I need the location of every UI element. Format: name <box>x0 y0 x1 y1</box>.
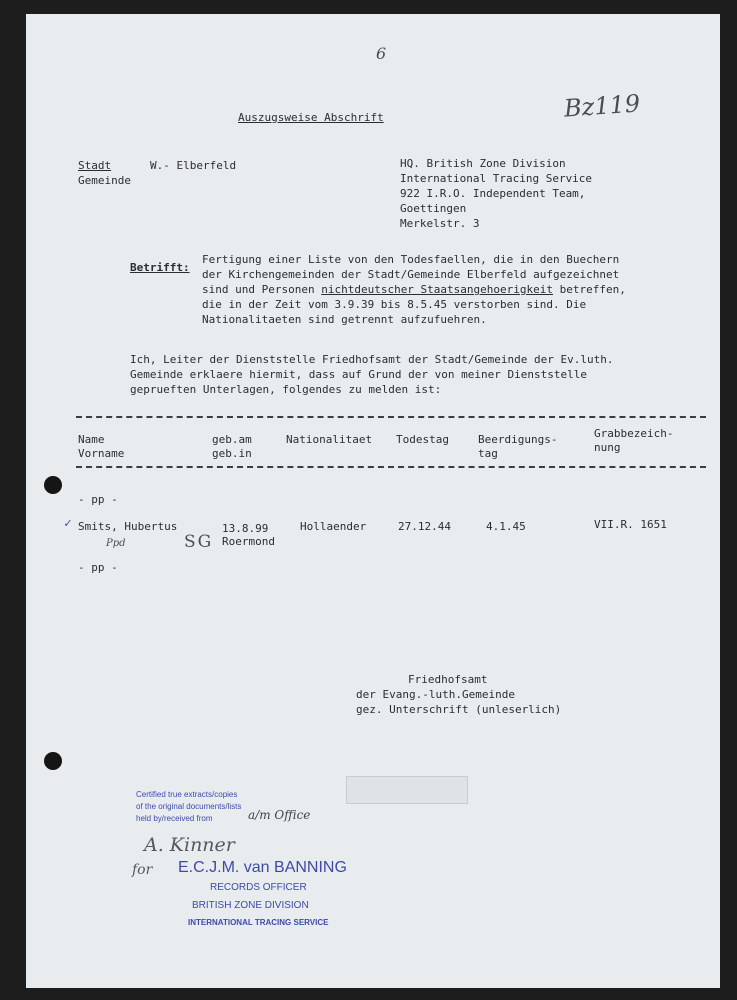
certification-for: for <box>132 862 153 878</box>
record-name: Smits, Hubertus <box>78 520 178 533</box>
address-line: Merkelstr. 3 <box>400 217 480 230</box>
gemeinde-label: Gemeinde <box>78 174 131 187</box>
stamp-name: E.C.J.M. van BANNING <box>178 859 347 876</box>
pp-marker: - pp - <box>78 561 118 574</box>
address-line: HQ. British Zone Division <box>400 157 566 170</box>
punch-hole <box>44 752 62 770</box>
betrifft-emphasis: nichtdeutscher Staatsangehoerigkeit <box>321 283 554 296</box>
declaration-line: Gemeinde erklaere hiermit, dass auf Grund der von meiner Dienststelle <box>130 368 587 381</box>
record-born-place: Roermond <box>222 535 275 548</box>
header-grave: Grabbezeich- <box>594 427 674 440</box>
header-grave-2: nung <box>594 441 621 454</box>
record-check: ✓ <box>64 516 72 531</box>
header-burial-date-2: tag <box>478 447 498 460</box>
header-geb-in: geb.in <box>212 447 252 460</box>
address-line: International Tracing Service <box>400 172 593 185</box>
address-line: 922 I.R.O. Independent Team, <box>400 187 586 200</box>
betrifft-text: sind und Personen <box>202 283 322 296</box>
pp-marker: - pp - <box>78 493 118 506</box>
archive-mark: Bz119 <box>563 89 641 123</box>
page-number: 6 <box>376 44 387 63</box>
certification-line: held by/received from <box>136 814 213 823</box>
betrifft-line: die in der Zeit vom 3.9.39 bis 8.5.45 verstorben sind. Die <box>202 298 587 311</box>
record-grave: VII.R. 1651 <box>594 518 667 531</box>
header-geb-am: geb.am <box>212 433 252 446</box>
record-born-date: 13.8.99 <box>222 522 269 535</box>
betrifft-label: Betrifft: <box>130 261 190 274</box>
certification-line: Certified true extracts/copies <box>136 790 238 799</box>
signature-note: gez. Unterschrift (unleserlich) <box>356 703 562 716</box>
stamp-division: BRITISH ZONE DIVISION <box>192 900 309 911</box>
city-value: W.- Elberfeld <box>150 159 237 172</box>
punch-hole <box>44 476 62 494</box>
betrifft-text: betreffen, <box>553 283 626 296</box>
certification-source: a/m Office <box>248 808 311 822</box>
certification-line: of the original documents/lists <box>136 802 242 811</box>
stamp-service: INTERNATIONAL TRACING SERVICE <box>188 918 329 927</box>
betrifft-line: Nationalitaeten sind getrennt aufzufuehren. <box>202 313 487 326</box>
certification-signature: A. Kinner <box>144 834 235 856</box>
header-death-date: Todestag <box>396 433 449 446</box>
document-page <box>26 14 720 988</box>
signature-office: Friedhofsamt <box>408 673 488 686</box>
handwritten-note: Ppd <box>106 538 126 549</box>
betrifft-line: Fertigung einer Liste von den Todesfaellen, die in den Buechern <box>202 253 620 266</box>
address-line: Goettingen <box>400 202 467 215</box>
betrifft-line: der Kirchengemeinden der Stadt/Gemeinde Elberfeld aufgezeichnet <box>202 268 620 281</box>
header-burial-date: Beerdigungs- <box>478 433 558 446</box>
table-rule-top <box>76 416 706 418</box>
header-nationality: Nationalitaet <box>286 433 373 446</box>
stamp-title: RECORDS OFFICER <box>210 882 307 893</box>
handwritten-initials: SG <box>184 532 214 552</box>
declaration-line: geprueften Unterlagen, folgendes zu melden ist: <box>130 383 442 396</box>
document-title: Auszugsweise Abschrift <box>238 111 384 124</box>
betrifft-line-nationality <box>202 282 626 297</box>
record-burial-date: 4.1.45 <box>486 520 526 533</box>
faded-stamp-mark <box>346 776 468 804</box>
record-nationality: Hollaender <box>300 520 367 533</box>
header-name: Name <box>78 433 105 446</box>
header-vorname: Vorname <box>78 447 125 460</box>
declaration-line: Ich, Leiter der Dienststelle Friedhofsamt der Stadt/Gemeinde der Ev.luth. <box>130 353 614 366</box>
table-rule-bottom <box>76 466 706 468</box>
record-death-date: 27.12.44 <box>398 520 451 533</box>
signature-parish: der Evang.-luth.Gemeinde <box>356 688 515 701</box>
city-label: Stadt <box>78 159 112 172</box>
